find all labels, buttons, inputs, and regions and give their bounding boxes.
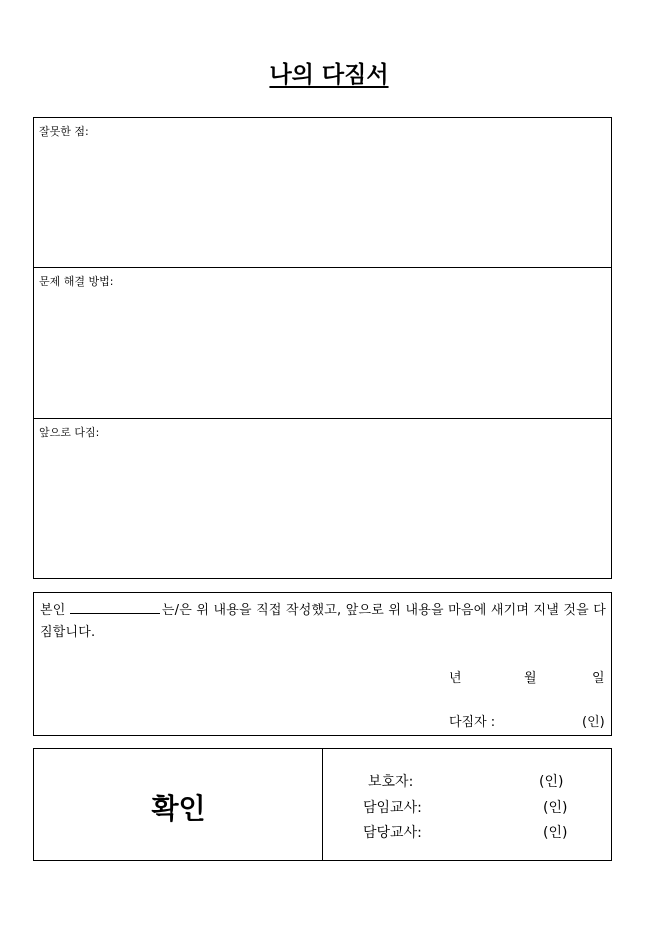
- homeroom-teacher-label: 담임교사:: [363, 800, 422, 816]
- document-title-text: 나의 다짐서: [269, 62, 389, 88]
- homeroom-teacher-seal-mark: (인): [543, 800, 568, 816]
- signer-seal-mark: (인): [582, 715, 605, 730]
- mistake-section[interactable]: [34, 118, 611, 268]
- confirmation-title-cell: [34, 749, 323, 860]
- document-title: [0, 56, 658, 89]
- year-label: 년: [449, 671, 462, 686]
- month-label: 월: [524, 671, 537, 686]
- name-blank[interactable]: [70, 603, 160, 614]
- guardian-seal-mark: (인): [539, 774, 564, 790]
- pledge-statement: [40, 600, 606, 644]
- mistake-label: 잘못한 점:: [39, 125, 89, 138]
- pledge-body: 는/은 위 내용을 직접 작성했고, 앞으로 위 내용을 마음에 새기며 지낼 것을 다짐합니다.: [40, 603, 606, 640]
- confirmation-title: 확인: [151, 792, 206, 825]
- reflection-sections: [33, 117, 612, 579]
- future-pledge-label: 앞으로 다짐:: [39, 426, 100, 439]
- future-pledge-section[interactable]: [34, 419, 611, 578]
- day-label: 일: [592, 671, 605, 686]
- responsible-teacher-label: 담당교사:: [363, 825, 422, 841]
- signer-label: 다짐자 :: [449, 715, 496, 730]
- pledge-box: [33, 592, 612, 736]
- confirmation-box: [33, 748, 612, 861]
- responsible-teacher-seal-mark: (인): [543, 825, 568, 841]
- guardian-label: 보호자:: [368, 774, 414, 790]
- solution-section[interactable]: [34, 268, 611, 419]
- pledge-prefix: 본인: [40, 603, 66, 618]
- solution-label: 문제 해결 방법:: [39, 275, 114, 288]
